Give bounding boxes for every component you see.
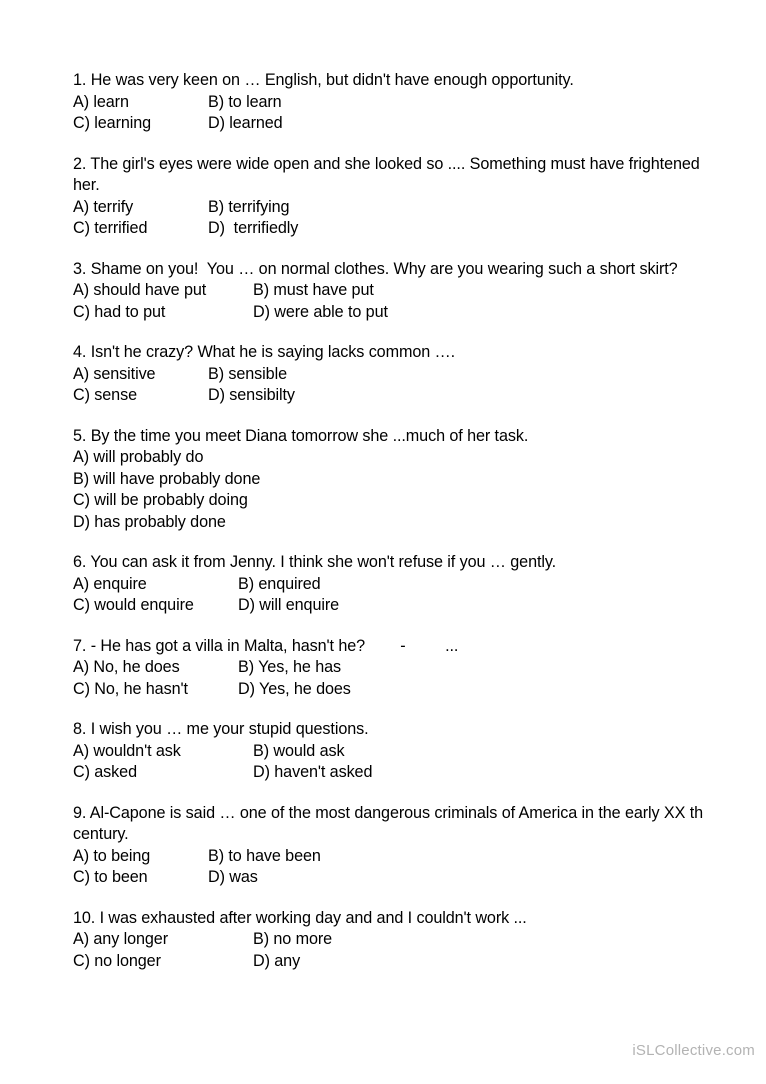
question-8 bbox=[73, 719, 709, 784]
question-stem: 9. Al-Capone is said … one of the most dangerous criminals of America in the early XX th century. bbox=[73, 803, 712, 843]
question-list bbox=[73, 70, 712, 991]
option-row bbox=[73, 929, 709, 951]
option-d[interactable]: D) was bbox=[208, 868, 258, 886]
option-row bbox=[73, 92, 709, 114]
option-c[interactable]: C) had to put bbox=[73, 302, 166, 321]
question-2 bbox=[73, 154, 709, 240]
option-b[interactable]: B) would ask bbox=[253, 741, 345, 760]
option-a[interactable]: A) will probably do bbox=[73, 448, 204, 466]
option-d[interactable]: D) sensibilty bbox=[208, 386, 295, 404]
option-row bbox=[73, 762, 709, 784]
answer-options bbox=[73, 447, 709, 533]
option-d[interactable]: D) were able to put bbox=[253, 302, 388, 321]
option-a[interactable]: A) any longer bbox=[73, 930, 168, 948]
option-d[interactable]: D) Yes, he does bbox=[238, 679, 351, 698]
option-c[interactable]: C) asked bbox=[73, 763, 137, 781]
option-row bbox=[73, 218, 709, 240]
question-stem: 8. I wish you … me your stupid questions. bbox=[73, 720, 369, 738]
option-c[interactable]: C) no longer bbox=[73, 951, 161, 970]
question-7 bbox=[73, 636, 709, 701]
option-c[interactable]: C) No, he hasn't bbox=[73, 679, 188, 698]
question-5 bbox=[73, 426, 709, 534]
answer-options bbox=[73, 92, 709, 135]
question-10 bbox=[73, 908, 709, 973]
answer-options bbox=[73, 741, 709, 784]
option-b[interactable]: B) Yes, he has bbox=[238, 658, 341, 676]
option-b[interactable]: B) terrifying bbox=[208, 197, 290, 216]
answer-options bbox=[73, 929, 709, 972]
option-row bbox=[73, 447, 709, 469]
islcollective-watermark: iSLCollective.com bbox=[632, 1042, 755, 1059]
option-d[interactable]: D) terrifiedly bbox=[208, 219, 299, 237]
option-b[interactable]: B) will have probably done bbox=[73, 469, 261, 488]
option-c[interactable]: C) to been bbox=[73, 868, 148, 886]
question-stem: 7. - He has got a villa in Malta, hasn't he? - ... bbox=[73, 636, 459, 655]
answer-options bbox=[73, 657, 709, 700]
question-stem: 10. I was exhausted after working day and and I couldn't work ... bbox=[73, 908, 527, 927]
option-b[interactable]: B) must have put bbox=[253, 281, 374, 299]
answer-options bbox=[73, 846, 709, 889]
option-d[interactable]: D) any bbox=[253, 951, 301, 970]
option-b[interactable]: B) enquired bbox=[238, 574, 321, 593]
option-d[interactable]: D) has probably done bbox=[73, 512, 226, 531]
option-row bbox=[73, 302, 709, 324]
option-a[interactable]: A) No, he does bbox=[73, 658, 180, 676]
option-row bbox=[73, 679, 709, 701]
option-c[interactable]: C) will be probably doing bbox=[73, 491, 248, 509]
question-stem: 2. The girl's eyes were wide open and she looked so .... Something must have frightened her. bbox=[73, 154, 705, 194]
option-row bbox=[73, 846, 709, 868]
option-b[interactable]: B) sensible bbox=[208, 364, 287, 383]
question-4 bbox=[73, 342, 709, 407]
option-c[interactable]: C) learning bbox=[73, 114, 152, 132]
option-a[interactable]: A) wouldn't ask bbox=[73, 741, 181, 760]
question-stem: 6. You can ask it from Jenny. I think she won't refuse if you … gently. bbox=[73, 553, 557, 571]
option-row bbox=[73, 385, 709, 407]
option-c[interactable]: C) sense bbox=[73, 386, 137, 404]
option-c[interactable]: C) terrified bbox=[73, 219, 148, 237]
option-row bbox=[73, 197, 709, 219]
question-stem: 1. He was very keen on … English, but didn't have enough opportunity. bbox=[73, 71, 574, 89]
option-a[interactable]: A) should have put bbox=[73, 281, 207, 299]
question-9 bbox=[73, 803, 712, 889]
answer-options bbox=[73, 197, 709, 240]
option-d[interactable]: D) haven't asked bbox=[253, 763, 373, 781]
option-a[interactable]: A) terrify bbox=[73, 197, 134, 216]
option-c[interactable]: C) would enquire bbox=[73, 596, 194, 614]
answer-options bbox=[73, 574, 709, 617]
option-row bbox=[73, 574, 709, 596]
option-b[interactable]: B) to learn bbox=[208, 92, 282, 111]
option-row bbox=[73, 469, 709, 491]
option-b[interactable]: B) no more bbox=[253, 930, 333, 948]
option-d[interactable]: D) learned bbox=[208, 114, 283, 132]
answer-options bbox=[73, 364, 709, 407]
option-b[interactable]: B) to have been bbox=[208, 846, 321, 865]
question-stem: 4. Isn't he crazy? What he is saying lacks common …. bbox=[73, 343, 456, 361]
answer-options bbox=[73, 280, 709, 323]
option-a[interactable]: A) enquire bbox=[73, 574, 147, 593]
option-row bbox=[73, 113, 709, 135]
option-a[interactable]: A) learn bbox=[73, 92, 129, 111]
question-1 bbox=[73, 70, 709, 135]
option-d[interactable]: D) will enquire bbox=[238, 596, 340, 614]
option-row bbox=[73, 951, 709, 973]
option-row bbox=[73, 867, 709, 889]
option-row bbox=[73, 512, 709, 534]
option-row bbox=[73, 280, 709, 302]
option-a[interactable]: A) sensitive bbox=[73, 364, 156, 383]
option-row bbox=[73, 657, 709, 679]
option-row bbox=[73, 364, 709, 386]
option-row bbox=[73, 595, 709, 617]
question-stem: 3. Shame on you! You … on normal clothes. Why are you wearing such a short skirt? bbox=[73, 259, 678, 278]
option-row bbox=[73, 490, 709, 512]
option-row bbox=[73, 741, 709, 763]
question-stem: 5. By the time you meet Diana tomorrow she ...much of her task. bbox=[73, 426, 529, 445]
question-3 bbox=[73, 259, 709, 324]
option-a[interactable]: A) to being bbox=[73, 846, 151, 865]
question-6 bbox=[73, 552, 709, 617]
